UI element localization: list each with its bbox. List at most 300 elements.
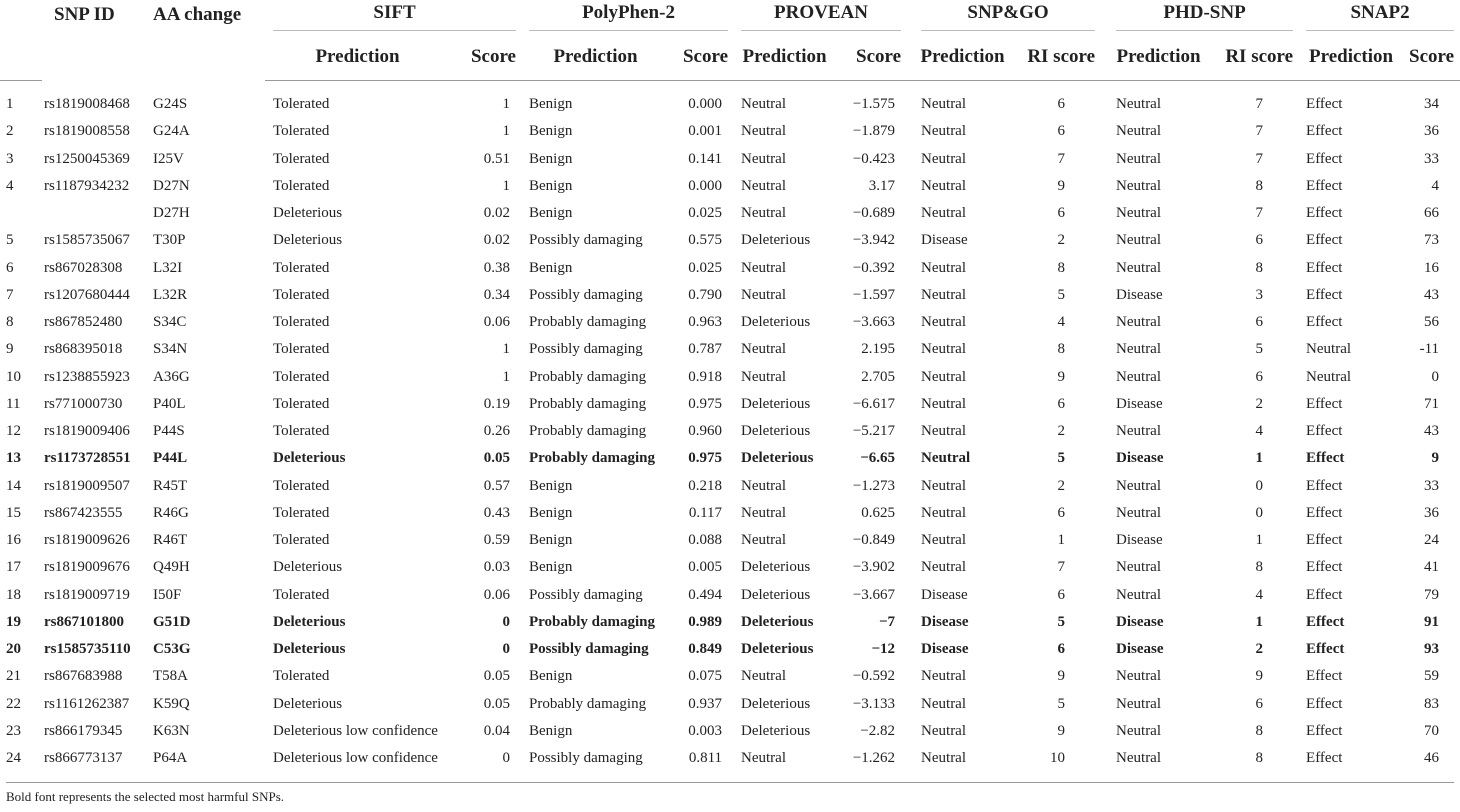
- aa-change: Q49H: [153, 559, 190, 576]
- sift-prediction: Tolerated: [273, 177, 330, 194]
- sift-prediction: Tolerated: [273, 423, 330, 440]
- provean-prediction: Deleterious: [741, 586, 811, 603]
- row-number: 15: [6, 504, 21, 521]
- snap2-score: 46: [1424, 750, 1440, 767]
- snap2-prediction: Effect: [1306, 150, 1343, 167]
- aa-change: D27H: [153, 205, 190, 222]
- sift-prediction: Deleterious: [273, 695, 343, 712]
- sift-score: 1: [502, 368, 510, 385]
- phdsnp-ri-score: 8: [1255, 750, 1264, 767]
- polyphen-prediction: Probably damaging: [529, 613, 655, 630]
- polyphen-score: 0.787: [688, 341, 723, 358]
- phdsnp-ri-score: 2: [1255, 395, 1264, 412]
- row-number: 17: [6, 559, 21, 576]
- sift-score: 1: [502, 177, 510, 194]
- snp-id: rs1585735067: [44, 232, 130, 249]
- snpgo-ri-score: 5: [1057, 286, 1066, 303]
- header-snp-id: SNP ID: [54, 4, 115, 25]
- row-number: 18: [6, 586, 21, 603]
- snap2-prediction: Effect: [1306, 232, 1343, 249]
- snp-id: rs866773137: [44, 750, 123, 767]
- provean-prediction: Neutral: [741, 668, 786, 685]
- polyphen-prediction: Possibly damaging: [529, 341, 643, 358]
- sift-prediction: Tolerated: [273, 586, 330, 603]
- header-provean: [728, 0, 901, 33]
- polyphen-score: 0.849: [688, 641, 723, 658]
- row-number: 16: [6, 532, 21, 549]
- snp-id: rs771000730: [44, 395, 123, 412]
- header-blank: [0, 33, 42, 81]
- phdsnp-ri-score: 7: [1255, 205, 1264, 222]
- sift-score: 0.02: [483, 205, 510, 222]
- phdsnp-ri-score: 3: [1255, 286, 1264, 303]
- snp-id: rs1173728551: [44, 450, 131, 467]
- sift-prediction: Deleterious: [273, 450, 346, 467]
- phdsnp-prediction: Neutral: [1116, 341, 1162, 358]
- snpgo-ri-score: 6: [1057, 96, 1066, 113]
- phdsnp-ri-score: 9: [1255, 668, 1264, 685]
- snpgo-prediction: Neutral: [921, 504, 967, 521]
- table-footnote: Bold font represents the selected most harmful SNPs.: [6, 789, 285, 804]
- provean-prediction: Neutral: [741, 286, 786, 303]
- table-row: [0, 200, 1460, 227]
- header-snpgo-prediction: Prediction: [901, 33, 1010, 81]
- provean-prediction: Neutral: [741, 532, 786, 549]
- snpgo-prediction: Disease: [921, 613, 969, 630]
- snap2-score: 34: [1424, 96, 1440, 113]
- aa-change: P44S: [153, 423, 185, 440]
- snpgo-prediction: Neutral: [921, 750, 967, 767]
- table-row: [0, 118, 1460, 145]
- polyphen-score: 0.937: [688, 695, 723, 712]
- phdsnp-prediction: Disease: [1116, 532, 1163, 549]
- phdsnp-ri-score: 7: [1255, 96, 1264, 113]
- polyphen-prediction: Probably damaging: [529, 314, 647, 331]
- snap2-score: 79: [1424, 586, 1440, 603]
- header-snap2: [1293, 0, 1460, 33]
- provean-score: −0.592: [852, 668, 896, 685]
- polyphen-prediction: Possibly damaging: [529, 232, 643, 249]
- snpgo-ri-score: 6: [1057, 123, 1066, 140]
- sift-score: 0.06: [483, 586, 510, 603]
- provean-score: −12: [871, 641, 896, 658]
- snap2-score: 56: [1424, 314, 1440, 331]
- aa-change: L32R: [153, 286, 188, 303]
- phdsnp-prediction: Neutral: [1116, 150, 1162, 167]
- polyphen-score: 0.989: [688, 613, 723, 630]
- snap2-prediction: Effect: [1306, 477, 1343, 494]
- sift-score: 0.05: [483, 450, 510, 467]
- aa-change: C53G: [153, 641, 191, 658]
- provean-prediction: Deleterious: [741, 395, 811, 412]
- snp-id: rs1250045369: [44, 150, 130, 167]
- snpgo-prediction: Neutral: [921, 668, 967, 685]
- snpgo-ri-score: 2: [1057, 477, 1066, 494]
- sift-score: 0: [502, 613, 510, 630]
- snp-id: rs1819008558: [44, 123, 130, 140]
- provean-prediction: Neutral: [741, 341, 786, 358]
- provean-score: −0.689: [852, 205, 896, 222]
- snp-id: rs868395018: [44, 341, 123, 358]
- header-sift-prediction: Prediction: [265, 33, 450, 81]
- snpgo-ri-score: 9: [1057, 177, 1066, 194]
- phdsnp-prediction: Neutral: [1116, 123, 1162, 140]
- snap2-score: 91: [1424, 613, 1440, 630]
- phdsnp-ri-score: 6: [1255, 368, 1264, 385]
- phdsnp-ri-score: 6: [1255, 314, 1264, 331]
- snp-id: rs1585735110: [44, 641, 131, 658]
- snpgo-prediction: Neutral: [921, 286, 967, 303]
- sift-score: 0.04: [483, 722, 510, 739]
- snp-id: rs1819008468: [44, 96, 130, 113]
- polyphen-score: 0.075: [688, 668, 723, 685]
- row-number: 24: [6, 750, 21, 767]
- row-number: 23: [6, 722, 21, 739]
- snpgo-prediction: Neutral: [921, 722, 967, 739]
- snpgo-prediction: Neutral: [921, 695, 967, 712]
- row-number: 1: [6, 96, 14, 113]
- sift-prediction: Tolerated: [273, 150, 330, 167]
- table-row: [0, 609, 1460, 636]
- aa-change: K63N: [153, 722, 190, 739]
- sift-score: 0: [502, 750, 510, 767]
- snp-id: rs867423555: [44, 504, 123, 521]
- snpgo-ri-score: 9: [1057, 722, 1066, 739]
- snpgo-ri-score: 2: [1057, 232, 1066, 249]
- row-number: 11: [6, 395, 21, 412]
- table-row: [0, 473, 1460, 500]
- polyphen-score: 0.975: [688, 450, 723, 467]
- snpgo-ri-score: 8: [1057, 341, 1066, 358]
- header-provean-score: Score: [833, 33, 901, 81]
- row-number: 7: [6, 286, 14, 303]
- sift-prediction: Deleterious low confidence: [273, 750, 438, 767]
- provean-score: −1.575: [852, 96, 896, 113]
- phdsnp-ri-score: 7: [1255, 150, 1264, 167]
- snap2-score: 83: [1424, 695, 1440, 712]
- provean-prediction: Neutral: [741, 205, 786, 222]
- header-polyphen-label: PolyPhen-2: [529, 2, 728, 31]
- sift-score: 0.34: [483, 286, 510, 303]
- polyphen-prediction: Benign: [529, 477, 573, 494]
- sift-prediction: Tolerated: [273, 532, 330, 549]
- aa-change: R45T: [153, 477, 188, 494]
- snap2-score: 36: [1424, 504, 1440, 521]
- table-row: [0, 227, 1460, 254]
- polyphen-prediction: Possibly damaging: [529, 641, 649, 658]
- provean-score: −3.667: [852, 586, 896, 603]
- snpgo-ri-score: 6: [1057, 205, 1066, 222]
- snpgo-prediction: Neutral: [921, 123, 967, 140]
- sift-prediction: Deleterious: [273, 205, 343, 222]
- snap2-prediction: Effect: [1306, 695, 1343, 712]
- phdsnp-prediction: Neutral: [1116, 750, 1162, 767]
- snpgo-prediction: Neutral: [921, 205, 967, 222]
- sift-prediction: Deleterious: [273, 613, 346, 630]
- provean-score: −6.65: [860, 450, 896, 467]
- polyphen-prediction: Benign: [529, 504, 573, 521]
- snpgo-prediction: Neutral: [921, 96, 967, 113]
- polyphen-prediction: Benign: [529, 559, 573, 576]
- sift-score: 0.43: [483, 504, 510, 521]
- provean-score: −1.273: [852, 477, 896, 494]
- snpgo-ri-score: 10: [1050, 750, 1066, 767]
- provean-score: −0.423: [852, 150, 896, 167]
- sift-prediction: Tolerated: [273, 259, 330, 276]
- aa-change: P44L: [153, 450, 188, 467]
- table-row: [0, 309, 1460, 336]
- polyphen-prediction: Probably damaging: [529, 368, 647, 385]
- polyphen-score: 0.811: [688, 750, 723, 767]
- phdsnp-ri-score: 1: [1255, 450, 1264, 467]
- snpgo-prediction: Neutral: [921, 395, 967, 412]
- snpgo-prediction: Neutral: [921, 368, 967, 385]
- sift-score: 0.38: [483, 259, 510, 276]
- snap2-prediction: Effect: [1306, 314, 1343, 331]
- snap2-score: 93: [1424, 641, 1440, 658]
- phdsnp-prediction: Neutral: [1116, 368, 1162, 385]
- sift-score: 0.26: [483, 423, 510, 440]
- polyphen-score: 0.141: [688, 150, 723, 167]
- sift-prediction: Deleterious: [273, 641, 346, 658]
- sift-prediction: Tolerated: [273, 96, 330, 113]
- phdsnp-prediction: Disease: [1116, 395, 1163, 412]
- provean-score: −0.392: [852, 259, 896, 276]
- phdsnp-prediction: Neutral: [1116, 314, 1162, 331]
- header-sift: [265, 0, 516, 33]
- provean-prediction: Deleterious: [741, 450, 814, 467]
- snap2-prediction: Effect: [1306, 532, 1343, 549]
- snpgo-prediction: Neutral: [921, 477, 967, 494]
- snap2-score: 36: [1424, 123, 1440, 140]
- header-phdsnp: [1095, 0, 1293, 33]
- sift-score: 0.06: [483, 314, 510, 331]
- aa-change: R46T: [153, 532, 188, 549]
- polyphen-score: 0.025: [688, 205, 723, 222]
- snpgo-prediction: Neutral: [921, 450, 971, 467]
- provean-prediction: Deleterious: [741, 559, 811, 576]
- phdsnp-prediction: Neutral: [1116, 423, 1162, 440]
- sift-score: 0.51: [483, 150, 510, 167]
- provean-score: −7: [878, 613, 896, 630]
- aa-change: S34N: [153, 341, 188, 358]
- phdsnp-prediction: Disease: [1116, 613, 1164, 630]
- row-number: 21: [6, 668, 21, 685]
- sift-prediction: Tolerated: [273, 123, 330, 140]
- snap2-score: 70: [1424, 722, 1440, 739]
- row-number: 5: [6, 232, 14, 249]
- sift-prediction: Tolerated: [273, 504, 330, 521]
- snap2-score: 16: [1424, 259, 1440, 276]
- snpgo-prediction: Neutral: [921, 150, 967, 167]
- phdsnp-prediction: Neutral: [1116, 477, 1162, 494]
- snp-id: rs1819009626: [44, 532, 130, 549]
- polyphen-score: 0.003: [688, 722, 723, 739]
- sift-score: 0.19: [483, 395, 510, 412]
- snpgo-ri-score: 7: [1057, 150, 1066, 167]
- snp-id: rs867101800: [44, 613, 124, 630]
- header-row-number: [0, 0, 42, 33]
- header-snap2-score: Score: [1397, 33, 1460, 81]
- aa-change: L32I: [153, 259, 183, 276]
- aa-change: P40L: [153, 395, 186, 412]
- sift-score: 1: [502, 341, 510, 358]
- row-number: [0, 200, 42, 227]
- row-number: 14: [6, 477, 21, 494]
- aa-change: R46G: [153, 504, 189, 521]
- snap2-score: 71: [1424, 395, 1440, 412]
- table-row: [0, 418, 1460, 445]
- polyphen-score: 0.575: [688, 232, 723, 249]
- phdsnp-prediction: Neutral: [1116, 177, 1162, 194]
- polyphen-score: 0.218: [688, 477, 723, 494]
- snpgo-ri-score: 5: [1057, 695, 1066, 712]
- snpgo-prediction: Disease: [921, 586, 968, 603]
- provean-prediction: Deleterious: [741, 423, 811, 440]
- provean-prediction: Deleterious: [741, 722, 811, 739]
- polyphen-prediction: Benign: [529, 123, 573, 140]
- phdsnp-ri-score: 8: [1255, 559, 1264, 576]
- phdsnp-ri-score: 8: [1255, 722, 1264, 739]
- snpgo-ri-score: 7: [1057, 559, 1066, 576]
- sift-prediction: Deleterious low confidence: [273, 722, 438, 739]
- provean-score: −0.849: [852, 532, 896, 549]
- table-row: [0, 255, 1460, 282]
- table-row: [0, 745, 1460, 772]
- polyphen-prediction: Benign: [529, 722, 573, 739]
- row-number: 2: [6, 123, 14, 140]
- header-polyphen-prediction: Prediction: [516, 33, 662, 81]
- snap2-prediction: Effect: [1306, 423, 1343, 440]
- snp-id: rs1161262387: [44, 695, 130, 712]
- header-aa-change: AA change: [153, 4, 242, 25]
- provean-score: −3.663: [852, 314, 896, 331]
- row-number: 9: [6, 341, 14, 358]
- snap2-score: 73: [1424, 232, 1440, 249]
- snap2-prediction: Effect: [1306, 750, 1343, 767]
- phdsnp-ri-score: 1: [1255, 613, 1264, 630]
- phdsnp-prediction: Neutral: [1116, 586, 1162, 603]
- snp-id: rs1187934232: [44, 177, 130, 194]
- provean-prediction: Deleterious: [741, 641, 814, 658]
- snpgo-prediction: Neutral: [921, 559, 967, 576]
- polyphen-score: 0.963: [688, 314, 723, 331]
- polyphen-score: 0.960: [688, 423, 723, 440]
- header-provean-prediction: Prediction: [728, 33, 833, 81]
- snp-id: rs1819009507: [44, 477, 130, 494]
- row-number: 10: [6, 368, 21, 385]
- sift-score: 1: [502, 96, 510, 113]
- phdsnp-prediction: Disease: [1116, 450, 1164, 467]
- provean-prediction: Deleterious: [741, 695, 811, 712]
- table-row: [0, 663, 1460, 690]
- provean-prediction: Neutral: [741, 368, 786, 385]
- snap2-score: 9: [1431, 450, 1440, 467]
- aa-change: K59Q: [153, 695, 190, 712]
- table-bottom-rule: [6, 782, 1454, 783]
- polyphen-prediction: Benign: [529, 668, 573, 685]
- provean-prediction: Neutral: [741, 504, 786, 521]
- provean-prediction: Neutral: [741, 750, 786, 767]
- aa-change: G24S: [153, 96, 188, 113]
- header-polyphen: [516, 0, 728, 33]
- provean-score: −1.597: [852, 286, 896, 303]
- sift-prediction: Tolerated: [273, 395, 330, 412]
- phdsnp-prediction: Disease: [1116, 286, 1163, 303]
- polyphen-score: 0.790: [688, 286, 723, 303]
- provean-score: −5.217: [852, 423, 896, 440]
- snp-id: rs866179345: [44, 722, 123, 739]
- snap2-score: 41: [1424, 559, 1440, 576]
- snap2-prediction: Effect: [1306, 559, 1343, 576]
- sift-prediction: Deleterious: [273, 232, 343, 249]
- table-row: [0, 636, 1460, 663]
- polyphen-score: 0.000: [688, 177, 723, 194]
- provean-score: −3.942: [852, 232, 896, 249]
- polyphen-prediction: Benign: [529, 96, 573, 113]
- phdsnp-ri-score: 5: [1255, 341, 1264, 358]
- provean-score: −2.82: [860, 722, 896, 739]
- snpgo-prediction: Neutral: [921, 259, 967, 276]
- snp-id: rs1819009676: [44, 559, 130, 576]
- phdsnp-prediction: Neutral: [1116, 695, 1162, 712]
- header-provean-label: PROVEAN: [741, 2, 901, 31]
- aa-change: I50F: [153, 586, 182, 603]
- polyphen-prediction: Benign: [529, 259, 573, 276]
- sift-prediction: Tolerated: [273, 314, 330, 331]
- sift-score: 0.05: [483, 668, 510, 685]
- snap2-score: 43: [1424, 423, 1440, 440]
- snap2-score: 43: [1424, 286, 1440, 303]
- snpgo-ri-score: 6: [1057, 395, 1066, 412]
- header-snpgo: [901, 0, 1095, 33]
- table-body: [0, 81, 1460, 773]
- snap2-score: -11: [1419, 341, 1440, 358]
- aa-change: G24A: [153, 123, 190, 140]
- provean-score: −3.133: [852, 695, 896, 712]
- snpgo-ri-score: 5: [1057, 450, 1066, 467]
- polyphen-score: 0.001: [688, 123, 723, 140]
- snap2-prediction: Effect: [1306, 259, 1343, 276]
- snap2-prediction: Neutral: [1306, 341, 1352, 358]
- sift-prediction: Tolerated: [273, 341, 330, 358]
- snap2-prediction: Neutral: [1306, 368, 1352, 385]
- table-row: [0, 336, 1460, 363]
- snpgo-ri-score: 6: [1057, 504, 1066, 521]
- provean-score: 0.625: [861, 504, 896, 521]
- table-row: [0, 500, 1460, 527]
- provean-score: −1.262: [852, 750, 896, 767]
- header-snpgo-label: SNP&GO: [921, 2, 1095, 31]
- polyphen-score: 0.494: [688, 586, 723, 603]
- snap2-score: 33: [1424, 477, 1440, 494]
- snpgo-prediction: Neutral: [921, 423, 967, 440]
- sift-score: 0.03: [483, 559, 510, 576]
- aa-change: D27N: [153, 177, 190, 194]
- snap2-score: 24: [1424, 532, 1440, 549]
- phdsnp-ri-score: 8: [1255, 259, 1264, 276]
- phdsnp-prediction: Neutral: [1116, 559, 1162, 576]
- table-row: [0, 146, 1460, 173]
- aa-change: P64A: [153, 750, 188, 767]
- provean-prediction: Neutral: [741, 96, 786, 113]
- polyphen-prediction: Possibly damaging: [529, 286, 643, 303]
- polyphen-score: 0.088: [688, 532, 723, 549]
- snpgo-ri-score: 2: [1057, 423, 1066, 440]
- snpgo-ri-score: 1: [1057, 532, 1066, 549]
- phdsnp-prediction: Neutral: [1116, 504, 1162, 521]
- table-row: [0, 691, 1460, 718]
